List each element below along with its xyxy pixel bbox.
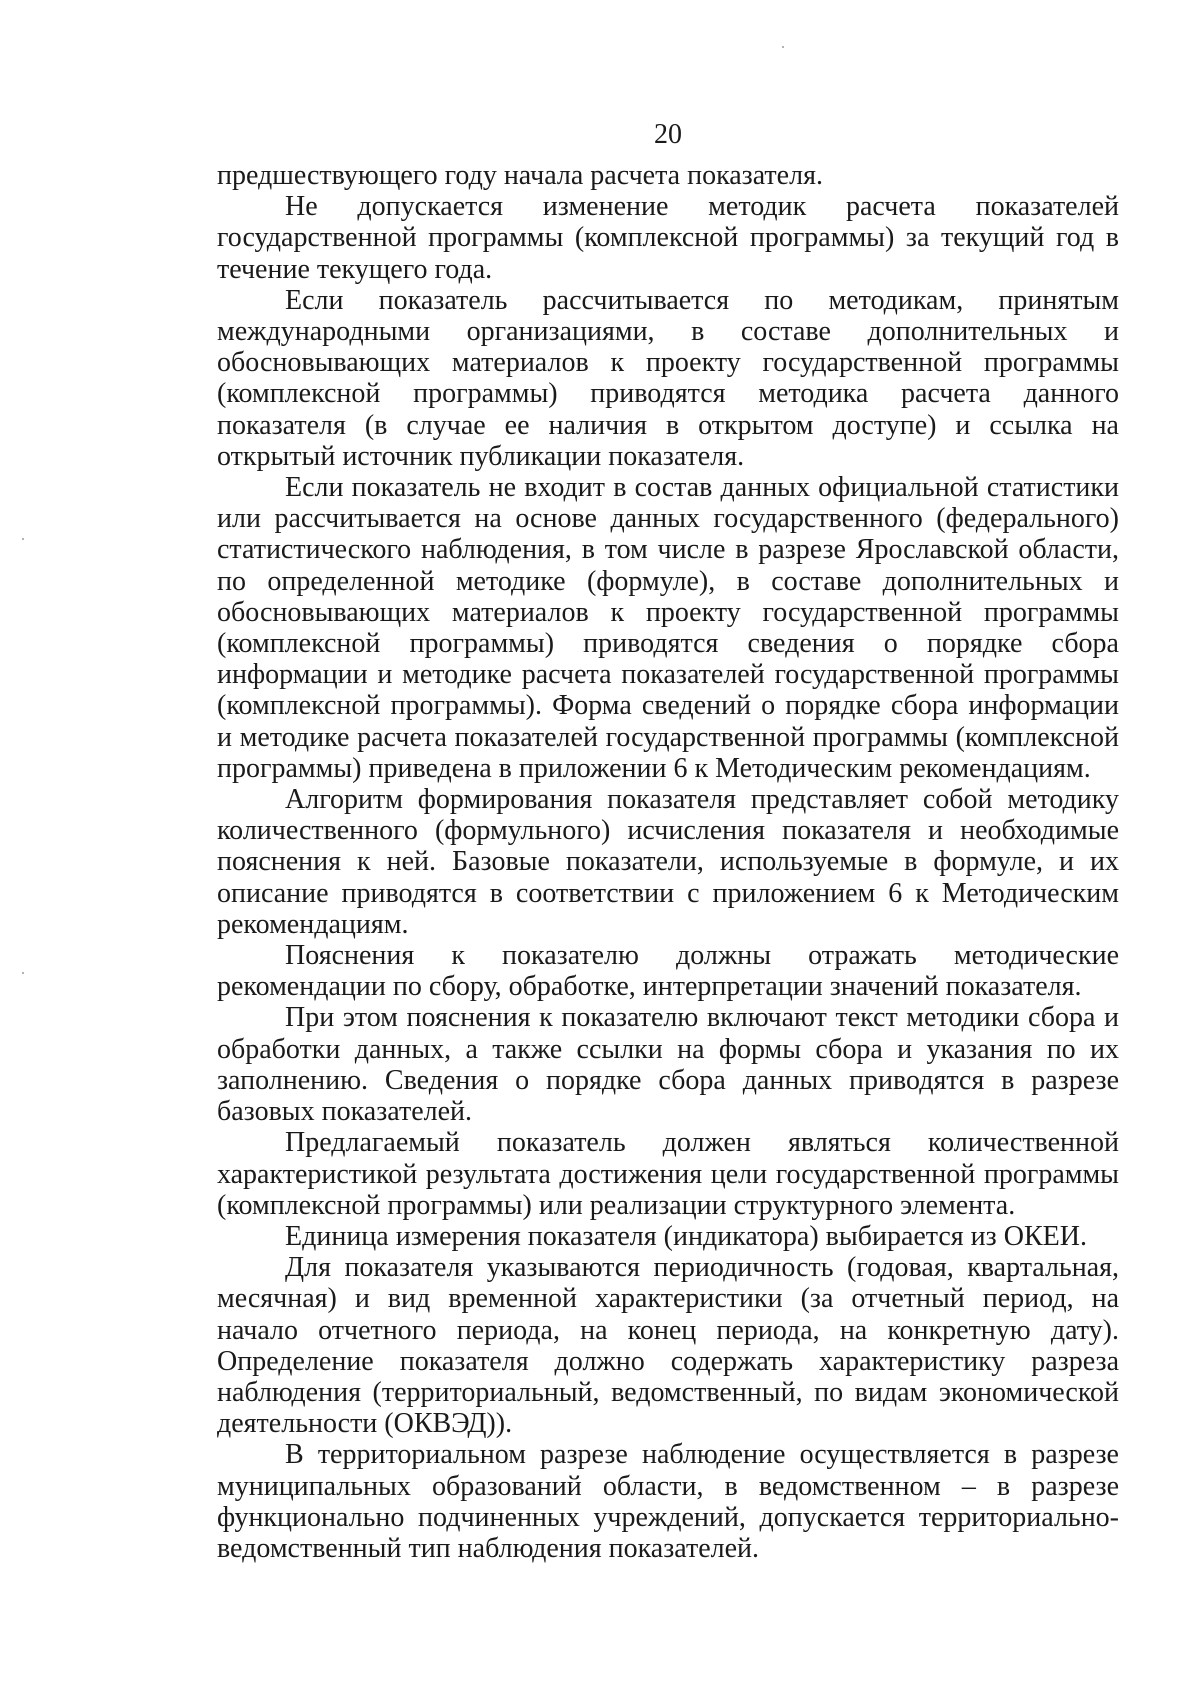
paragraph: Для показателя указываются периодичность (годовая, квартальная, месячная) и вид временной характеристики (за отчетный период, на начало отчетного периода, на конец периода, на конкретную дату). Определение показателя должно содержать характеристику разреза наблюдения (территориальный, ведомственный, по видам экономической деятельности (ОКВЭД)). <box>217 1252 1119 1440</box>
paragraph: предшествующего году начала расчета показателя. <box>217 160 823 191</box>
paragraph: Не допускается изменение методик расчета показателей государственной программы (комплексной программы) за текущий год в течение текущего года. <box>217 191 1119 285</box>
paragraph: В территориальном разрезе наблюдение осуществляется в разрезе муниципальных образований области, в ведомственном – в разрезе функционально подчиненных учреждений, допускается территориально-ведомственный тип наблюдения показателей. <box>217 1439 1119 1564</box>
document-body <box>217 160 1119 1564</box>
scan-artifact <box>22 538 24 540</box>
paragraph: Предлагаемый показатель должен являться количественной характеристикой результата достижения цели государственной программы (комплексной программы) или реализации структурного элемента. <box>217 1127 1119 1221</box>
paragraph: Если показатель не входит в состав данных официальной статистики или рассчитывается на основе данных государственного (федерального) статистического наблюдения, в том числе в разрезе Ярославской области, по определенной методике (формуле), в составе дополнительных и обосновывающих материалов к проекту государственной программы (комплексной программы) приводятся сведения о порядке сбора информации и методике расчета показателей государственной программы (комплексной программы). Форма сведений о порядке сбора информации и методике расчета показателей государственной программы (комплексной программы) приведена в приложении 6 к Методическим рекомендациям. <box>217 472 1119 784</box>
paragraph: Если показатель рассчитывается по методикам, принятым международными организациями, в составе дополнительных и обосновывающих материалов к проекту государственной программы (комплексной программы) приводятся методика расчета данного показателя (в случае ее наличия в открытом доступе) и ссылка на открытый источник публикации показателя. <box>217 284 1119 472</box>
scan-artifact <box>782 46 784 48</box>
paragraph: Алгоритм формирования показателя представляет собой методику количественного (формульного) исчисления показателя и необходимые пояснения к ней. Базовые показатели, используемые в формуле, и их описание приводятся в соответствии с приложением 6 к Методическим рекомендациям. <box>217 784 1119 940</box>
paragraph: Единица измерения показателя (индикатора) выбирается из ОКЕИ. <box>285 1220 1087 1252</box>
paragraph: При этом пояснения к показателю включают текст методики сбора и обработки данных, а также ссылки на формы сбора и указания по их заполнению. Сведения о порядке сбора данных приводятся в разрезе базовых показателей. <box>217 1002 1119 1128</box>
scan-artifact <box>22 972 24 974</box>
page-number: 20 <box>654 119 682 150</box>
paragraph: Пояснения к показателю должны отражать методические рекомендации по сбору, обработке, интерпретации значений показателя. <box>217 940 1119 1003</box>
